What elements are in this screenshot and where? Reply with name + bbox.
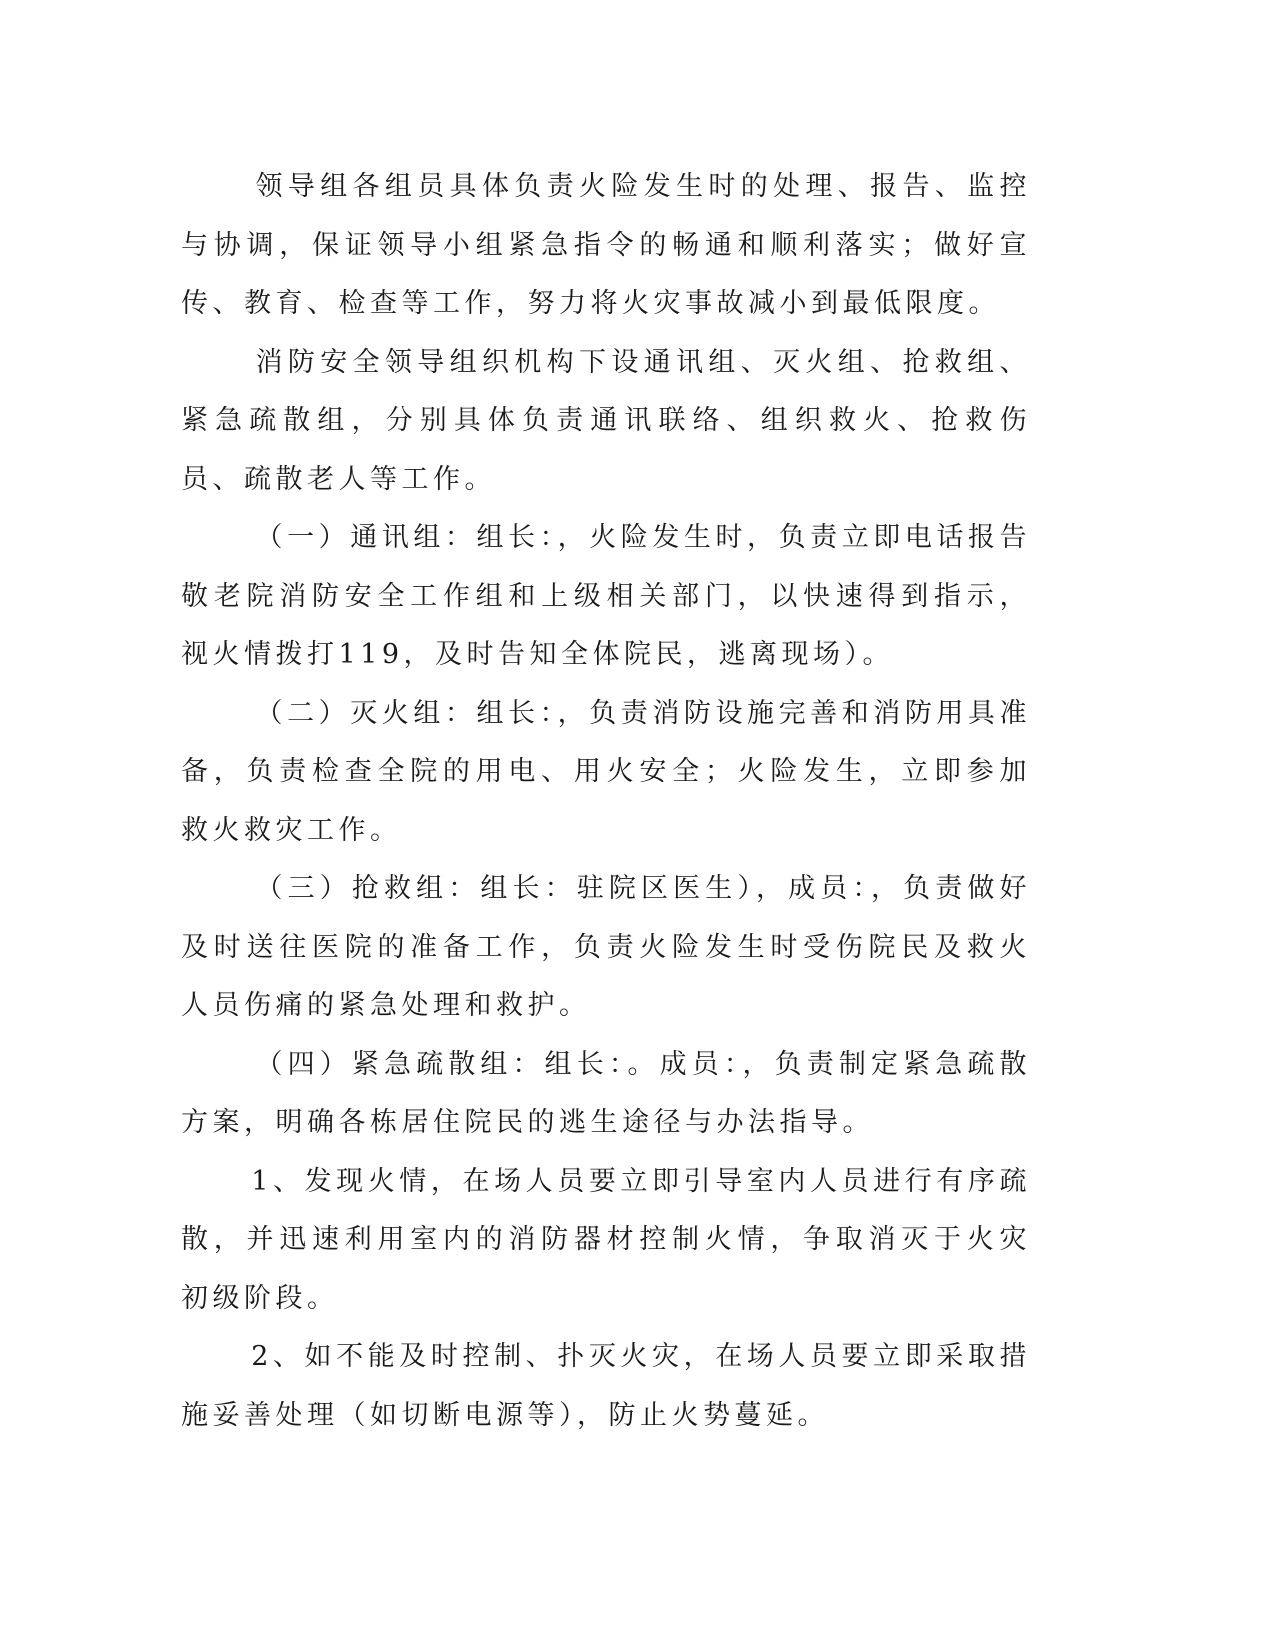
list-item-step-1: 1、发现火情，在场人员要立即引导室内人员进行有序疏散，并迅速利用室内的消防器材控制火情，争取消灭于火灾初级阶段。 [181,1165,1031,1314]
paragraph-firefighting-group: （二）灭火组：组长：，负责消防设施完善和消防用具准备，负责检查全院的用电、用火安全；火险发生，立即参加救火救灾工作。 [181,697,1031,846]
paragraph-communication-group: （一）通讯组：组长：，火险发生时，负责立即电话报告敬老院消防安全工作组和上级相关部门，以快速得到指示，视火情拨打119，及时告知全体院民，逃离现场）。 [181,522,1031,670]
paragraph-organization-groups: 消防安全领导组织机构下设通讯组、灭火组、抢救组、紧急疏散组，分别具体负责通讯联络、组织救火、抢救伤员、疏散老人等工作。 [181,346,1031,495]
document-body [181,158,1031,1445]
paragraph-rescue-group: （三）抢救组：组长：驻院区医生），成员：，负责做好及时送往医院的准备工作，负责火险发生时受伤院民及救火人员伤痛的紧急处理和救护。 [181,873,1031,1021]
paragraph-leadership-duties: 领导组各组员具体负责火险发生时的处理、报告、监控与协调，保证领导小组紧急指令的畅通和顺利落实；做好宣传、教育、检查等工作，努力将火灾事故减小到最低限度。 [181,171,1031,319]
list-item-step-2: 2、如不能及时控制、扑灭火灾，在场人员要立即采取措施妥善处理（如切断电源等），防止火势蔓延。 [181,1341,1031,1431]
paragraph-evacuation-group: （四）紧急疏散组：组长：。成员：，负责制定紧急疏散方案，明确各栋居住院民的逃生途径与办法指导。 [181,1048,1031,1138]
